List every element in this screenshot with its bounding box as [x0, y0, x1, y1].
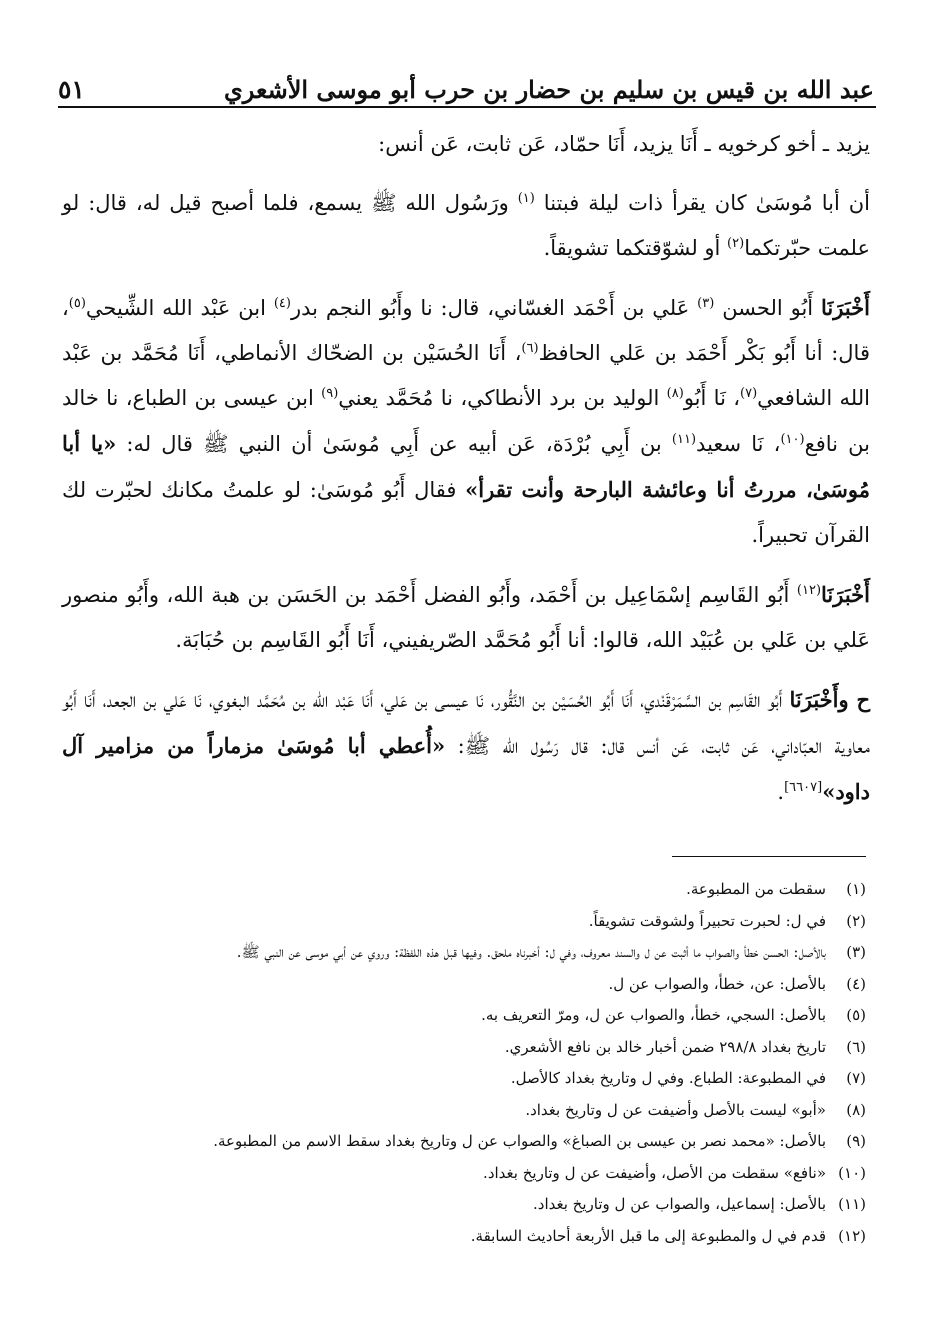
- footnote-number: (١٠): [838, 1163, 866, 1182]
- text-segment: ورَسُول الله ﷺ يسمع، فلما أصبح قيل له، قال: لو علمت حبّرتكما: [62, 191, 870, 260]
- text-segment: أو لشوّقتكما تشويقاً.: [543, 236, 728, 260]
- text-segment: ، قال: أنا أَبُو بَكْر أَحْمَد بن عَلي الحافظ: [62, 296, 870, 365]
- footnote-item: [86, 1000, 866, 1032]
- main-text: [62, 122, 870, 829]
- footnote-item: [86, 1126, 866, 1158]
- source-reference: [٦٦٠٧]: [784, 780, 823, 795]
- footnote-marker: (٩): [321, 386, 339, 401]
- text-segment: عَلي بن أَحْمَد الغسّاني، قال: نا وأَبُو النجم بدر: [290, 296, 698, 320]
- footnote-number: (١٢): [838, 1226, 866, 1245]
- page-header: [58, 60, 874, 104]
- paragraph: [62, 572, 870, 663]
- footnote-number: (٩): [846, 1132, 866, 1150]
- footnote-text: «نافع» سقطت من الأصل، وأضيفت عن ل وتاريخ بغداد.: [483, 1163, 826, 1182]
- footnote-marker: (١٠): [780, 432, 805, 447]
- footnote-item: [86, 1095, 866, 1127]
- footnote-number: (٤): [846, 974, 866, 993]
- paragraph: [62, 677, 870, 815]
- footnote-number: (٢): [846, 911, 866, 930]
- footnote-marker: (١): [517, 191, 535, 206]
- footnote-text: سقطت من المطبوعة.: [686, 880, 826, 898]
- footnote-item: [86, 1158, 866, 1190]
- text-segment: يزيد ـ أخو كرخويه ـ أَنَا يزيد، أَنَا حمّاد، عَن ثابت، عَن أنس:: [378, 132, 870, 156]
- footnote-marker: (١٢): [796, 583, 822, 598]
- footnote-marker: (٦): [521, 341, 539, 356]
- footnote-number: (١١): [838, 1195, 866, 1213]
- footnote-text: «أبو» ليست بالأصل وأضيفت عن ل وتاريخ بغداد.: [525, 1100, 826, 1119]
- text-segment: أَبُو القَاسِم إسْمَاعِيل بن أَحْمَد، وأَبُو الفضل أَحْمَد بن الحَسَن بن هبة الله، وأَبُو منصور عَلي بن عَلي بن عُبَيْد الله، قالوا: أنا أَبُو مُحَمَّد الصّريفيني، أَنَا أَبُو القَاسِم بن حُبَابَة.: [62, 583, 870, 652]
- footnote-text: في ل: لحبرت تحبيراً ولشوقت تشويقاً.: [588, 911, 826, 930]
- text-segment: .: [777, 780, 785, 804]
- text-segment: الوليد بن برد الأنطاكي، نا مُحَمَّد يعني: [338, 386, 667, 410]
- footnote-text: بالأصل: «محمد نصر بن عيسى بن الصباغ» والصواب عن ل وتاريخ بغداد سقط الاسم من المطبوعة.: [213, 1132, 826, 1150]
- footnote-number: (٨): [846, 1100, 866, 1119]
- footnote-text: بالأصل: الحسن خطأ والصواب ما أثبت عن ل والسند معروف، وفي ل: أخبرناه ملحق. وفيها قبل هذه اللفظة: وروي عن أبي موسى عن النبي ﷺ.: [236, 943, 826, 961]
- footnote-marker: (٨): [666, 386, 684, 401]
- text-segment: ، نَا أَبُو: [683, 386, 741, 410]
- footnote-number: (٦): [846, 1037, 866, 1056]
- footnote-item: [86, 1032, 866, 1064]
- footnote-separator: [672, 856, 866, 857]
- footnote-item: [86, 1221, 866, 1253]
- footnote-text: بالأصل: إسماعيل، والصواب عن ل وتاريخ بغداد.: [533, 1195, 826, 1213]
- footnote-number: (١): [846, 880, 866, 898]
- chain-lead-word: أَخْبَرَنَا: [821, 295, 870, 320]
- paragraph: [62, 285, 870, 558]
- footnote-marker: (١١): [671, 432, 697, 447]
- footnote-item: [86, 874, 866, 906]
- text-segment: أن أبا مُوسَىٰ كان يقرأ ذات ليلة فبتنا: [534, 191, 870, 215]
- footnote-marker: (٤): [273, 296, 291, 311]
- running-title: عبد الله بن قيس بن سليم بن حضار بن حرب أبو موسى الأشعري: [223, 75, 874, 104]
- text-segment: ابن عيسى بن الطباع، نا خالد بن نافع: [62, 386, 870, 456]
- footnote-text: في المطبوعة: الطباع. وفي ل وتاريخ بغداد كالأصل.: [510, 1069, 826, 1087]
- footnote-text: بالأصل: السجي، خطأ، والصواب عن ل، ومرّ التعريف به.: [481, 1006, 826, 1024]
- hadith-quote: «يا أبا مُوسَىٰ، مررتُ أنا وعائشة البارحة وأنت تقرأ»: [62, 431, 870, 502]
- text-segment: أَبُو الحسن: [714, 296, 822, 320]
- page-number: ٥١: [58, 75, 85, 104]
- footnote-item: [86, 1189, 866, 1221]
- text-segment: ، نَا سعيد: [696, 432, 781, 456]
- footnote-marker: (٢): [727, 236, 745, 251]
- chain-lead-word: أَخْبَرَنَا: [821, 582, 870, 607]
- footnote-item: [86, 937, 866, 969]
- footnote-number: (٣): [846, 943, 866, 961]
- footnotes-list: [86, 874, 866, 1252]
- footnote-marker: (٥): [68, 296, 86, 311]
- footnote-number: (٥): [846, 1006, 866, 1024]
- text-segment: ، أَنَا الحُسَيْن بن الضحّاك الأنماطي، أَنَا مُحَمَّد بن عَبْد الله الشافعي: [62, 341, 870, 410]
- footnote-text: تاريخ بغداد ٢٩٨/٨ ضمن أخبار خالد بن نافع الأشعري.: [504, 1037, 826, 1056]
- paragraph: [62, 181, 870, 271]
- header-rule: [58, 106, 876, 108]
- footnote-marker: (٣): [697, 296, 715, 311]
- footnote-item: [86, 969, 866, 1001]
- footnote-number: (٧): [846, 1069, 866, 1087]
- text-segment: بن أَبِي بُرْدَة، عَن أبيه عن أَبِي مُوسَىٰ أن النبي ﷺ قال له:: [116, 432, 672, 456]
- chain-lead-word: ح وأَخْبَرَنَا: [789, 687, 871, 712]
- text-segment: ابن عَبْد الله الشِّيحي: [85, 296, 274, 320]
- footnote-marker: (٧): [740, 386, 758, 401]
- footnote-item: [86, 906, 866, 938]
- hadith-quote: «أُعطي أبا مُوسَىٰ مزماراً من مزامير آل داود»: [62, 733, 870, 804]
- text-segment: فقال أَبُو مُوسَىٰ: لو علمتُ مكانك لحبّرت لك القرآن تحبيراً.: [62, 478, 870, 547]
- text-segment: أَبُو القَاسِم بن السَّمَرْقَنْدي، أَنَا أَبُو الحُسَيْن بن النَّقُّور، نَا عيسى بن عَلي، أَنَا عَبْد الله بن مُحَمَّد البغوي، نَا عَلي بن الجعد، أَنَا أَبُو معاوية العبّاداني، عَن ثابت، عَن أنس قال: قال رَسُول الله ﷺ:: [62, 688, 870, 758]
- paragraph: [62, 122, 870, 167]
- footnote-text: بالأصل: عن، خطأ، والصواب عن ل.: [608, 974, 826, 993]
- footnote-item: [86, 1063, 866, 1095]
- footnote-text: قدم في ل والمطبوعة إلى ما قبل الأربعة أحاديث السابقة.: [470, 1226, 826, 1245]
